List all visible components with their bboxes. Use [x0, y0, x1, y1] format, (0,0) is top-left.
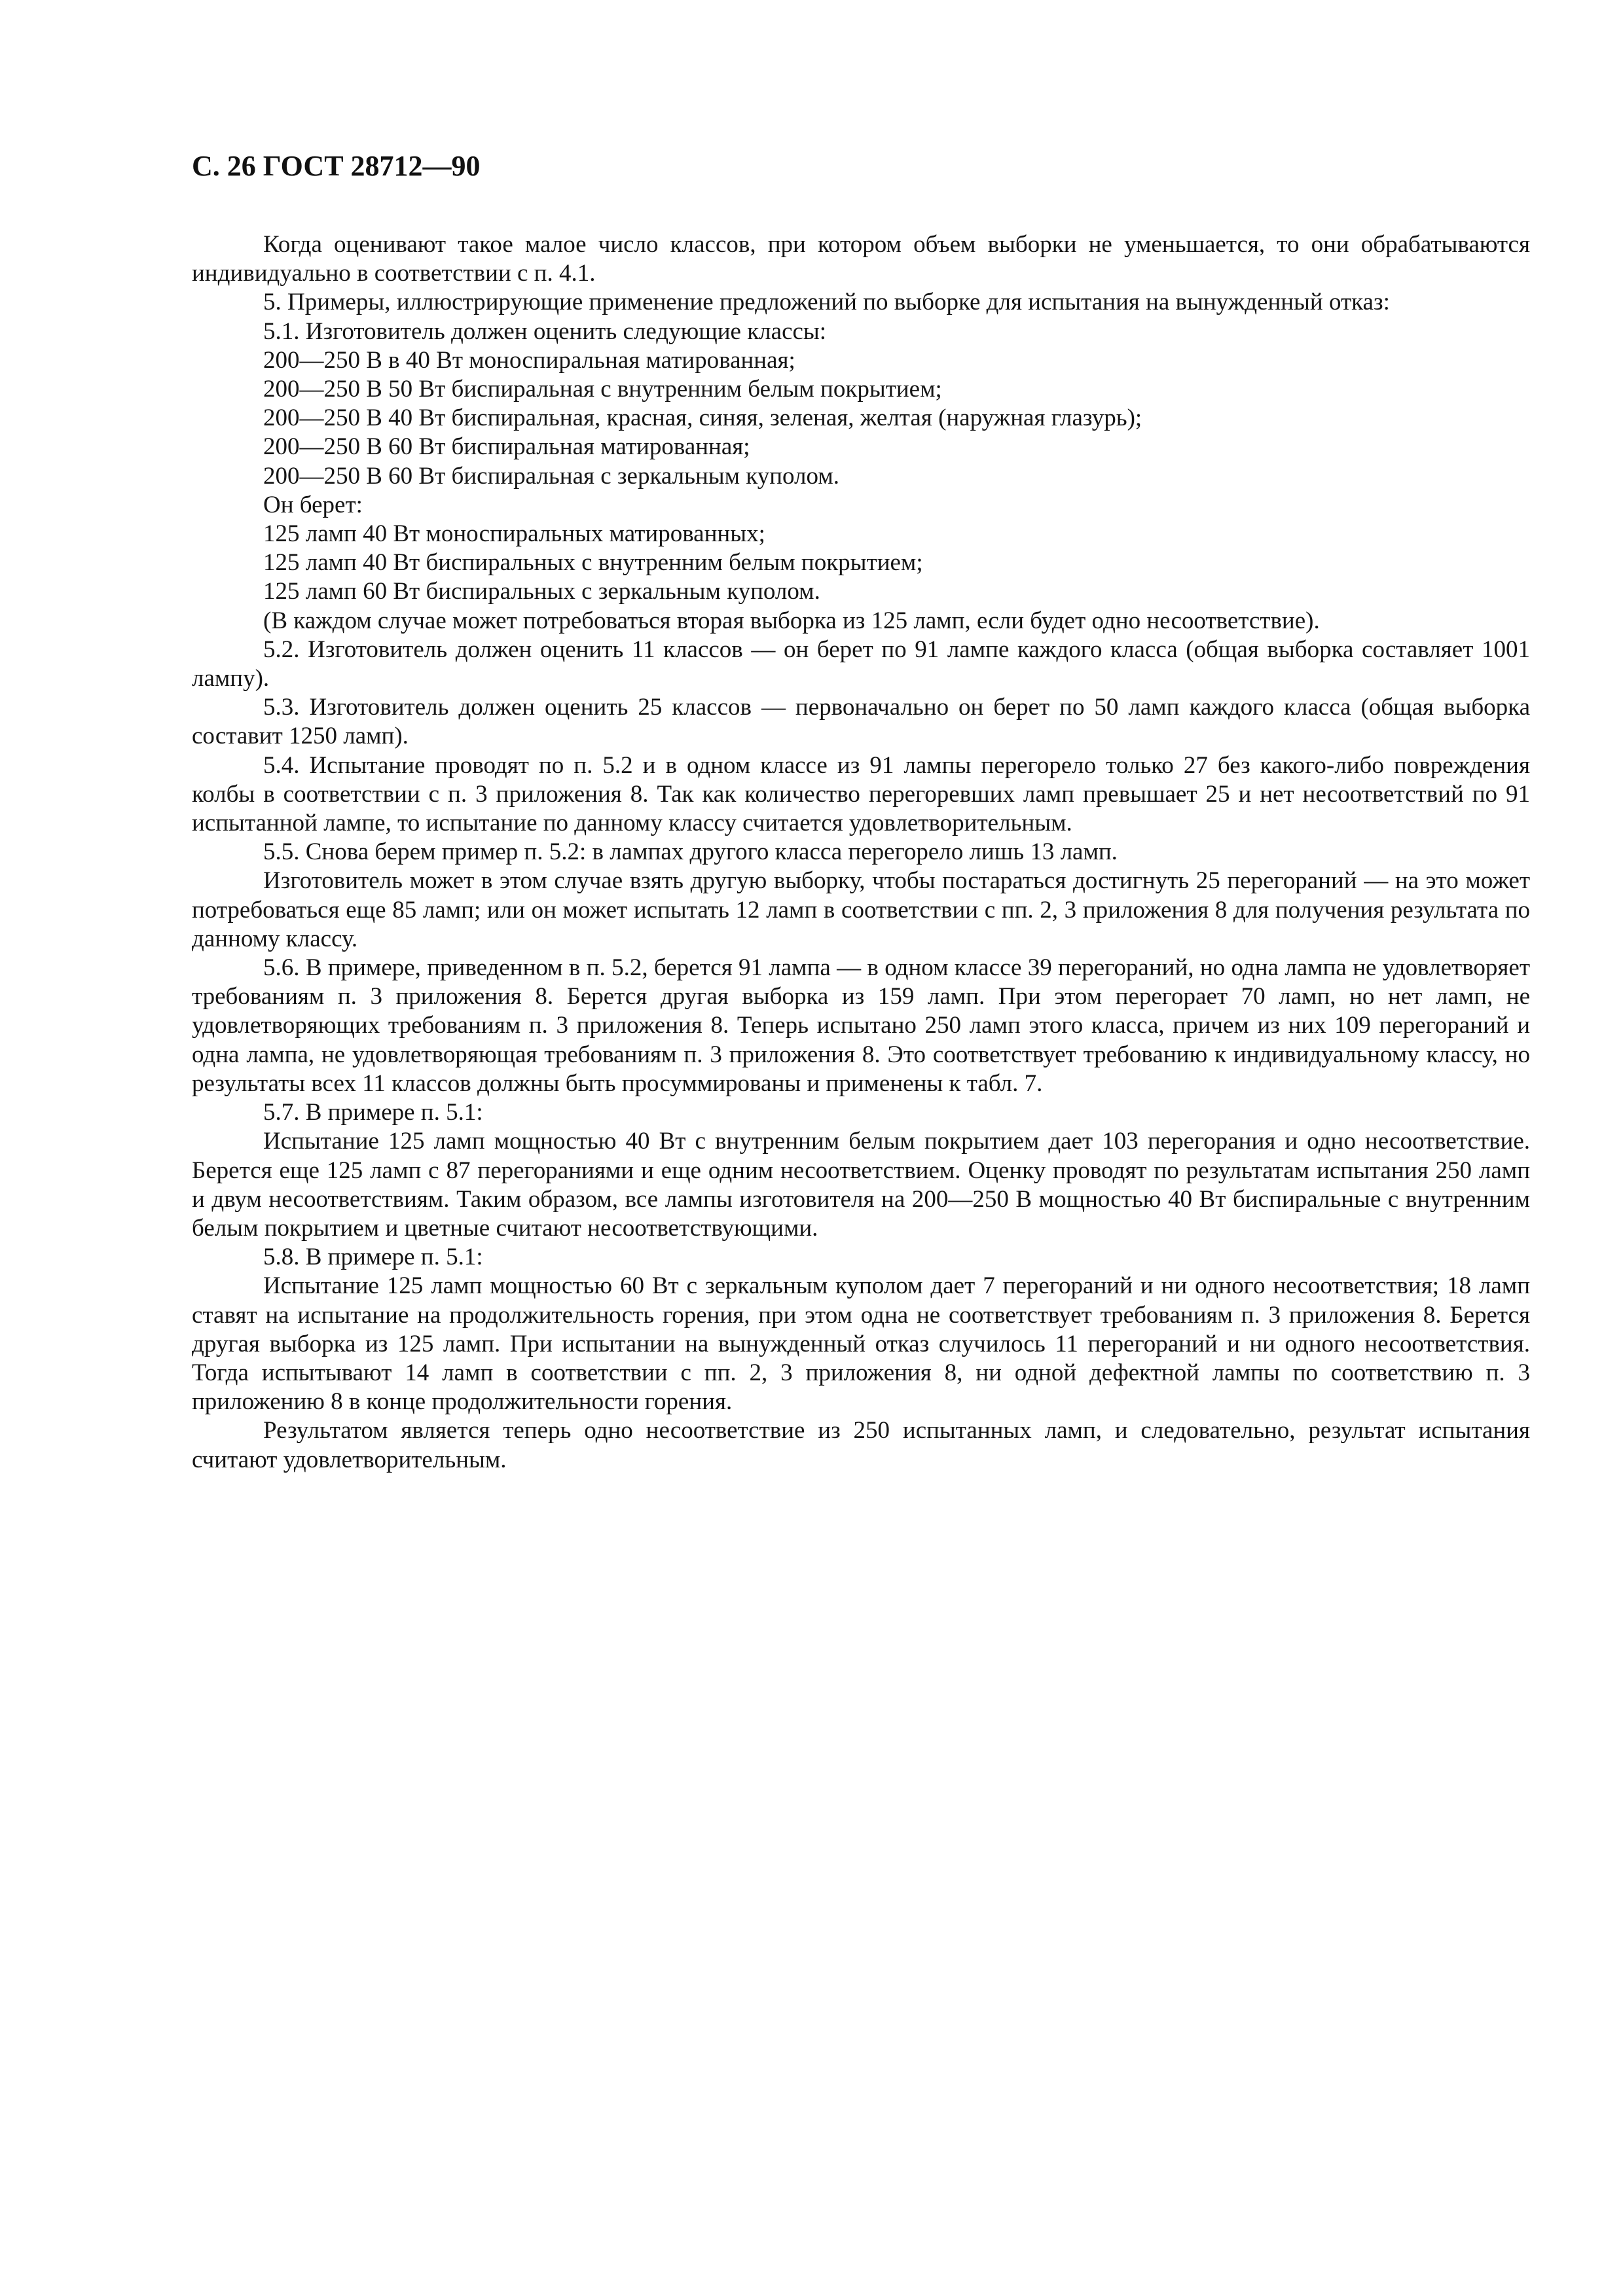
document-body	[192, 230, 1530, 1475]
list-line: 200—250 В 60 Вт биспиральная с зеркальным куполом.	[263, 462, 839, 490]
list-line: 5.8. В примере п. 5.1:	[263, 1244, 483, 1271]
paragraph: 5.6. В примере, приведенном в п. 5.2, берется 91 лампа — в одном классе 39 перегораний, но одна лампа не удовлетворяет требованиям п. 3 приложения 8. Берется другая выборка из 159 ламп. При этом перегорает 70 ламп, но нет ламп, не удовлетворяющих требованиям п. 3 приложения 8. Теперь испытано 250 ламп этого класса, причем из них 109 перегораний и одна лампа, не удовлетворяющая требованиям п. 3 приложения 8. Это соответствует требованию к индивидуальному классу, но результаты всех 11 классов должны быть просуммированы и применены к табл. 7.	[192, 954, 1530, 1097]
paragraph: Изготовитель может в этом случае взять другую выборку, чтобы постараться достигнуть 25 перегораний — на это может потребоваться еще 85 ламп; или он может испытать 12 ламп в соответствии с пп. 2, 3 приложения 8 для получения результата по данному классу.	[192, 867, 1530, 952]
paragraph: 5.5. Снова берем пример п. 5.2: в лампах другого класса перегорело лишь 13 ламп.	[263, 838, 1118, 866]
paragraph: 5. Примеры, иллюстрирующие применение предложений по выборке для испытания на вынужденный отказ:	[263, 289, 1390, 316]
paragraph: Испытание 125 ламп мощностью 40 Вт с внутренним белым покрытием дает 103 перегорания и одно несоответствие. Берется еще 125 ламп с 87 перегораниями и еще одним несоответствием. Оценку проводят по результатам испытания 250 ламп и двум несоответствиям. Таким образом, все лампы изготовителя на 200—250 В мощностью 40 Вт биспиральные с внутренним белым покрытием и цветные считают несоответствующими.	[192, 1128, 1530, 1242]
list-line: Он берет:	[263, 491, 363, 518]
paragraph: Результатом является теперь одно несоответствие из 250 испытанных ламп, и следовательно, результат испытания считают удовлетворительным.	[192, 1417, 1530, 1473]
list-line: 200—250 В 50 Вт биспиральная с внутренним белым покрытием;	[263, 376, 942, 403]
list-line: 5.7. В примере п. 5.1:	[263, 1099, 483, 1126]
list-line: 200—250 В 40 Вт биспиральная, красная, синяя, зеленая, желтая (наружная глазурь);	[263, 404, 1142, 432]
list-line: 200—250 В 60 Вт биспиральная матированная;	[263, 433, 750, 461]
paragraph: 5.4. Испытание проводят по п. 5.2 и в одном классе из 91 лампы перегорело только 27 без какого-либо повреждения колбы в соответствии с п. 3 приложения 8. Так как количество перегоревших ламп превышает 25 и нет несоответствий по 91 испытанной лампе, то испытание по данному классу считается удовлетворительным.	[192, 751, 1530, 837]
list-line: (В каждом случае может потребоваться вторая выборка из 125 ламп, если будет одно несоответствие).	[263, 607, 1320, 634]
paragraph: 5.2. Изготовитель должен оценить 11 классов — он берет по 91 лампе каждого класса (общая выборка составляет 1001 лампу).	[192, 636, 1530, 692]
page-header: С. 26 ГОСТ 28712—90	[192, 150, 481, 182]
list-line: 5.1. Изготовитель должен оценить следующие классы:	[263, 317, 827, 345]
list-line: 125 ламп 40 Вт моноспиральных матированных;	[263, 520, 765, 548]
paragraph: 5.3. Изготовитель должен оценить 25 классов — первоначально он берет по 50 ламп каждого класса (общая выборка составит 1250 ламп).	[192, 694, 1530, 750]
list-line: 125 ламп 60 Вт биспиральных с зеркальным куполом.	[263, 578, 820, 605]
paragraph: Когда оценивают такое малое число классов, при котором объем выборки не уменьшается, то они обрабатываются индивидуально в соответствии с п. 4.1.	[192, 231, 1530, 287]
list-line: 125 ламп 40 Вт биспиральных с внутренним белым покрытием;	[263, 549, 923, 577]
paragraph: Испытание 125 ламп мощностью 60 Вт с зеркальным куполом дает 7 перегораний и ни одного несоответствия; 18 ламп ставят на испытание на продолжительность горения, при этом одна не соответствует требованиям п. 3 приложения 8. Берется другая выборка из 125 ламп. При испытании на вынужденный отказ случилось 11 перегораний и ни одного несоответствия. Тогда испытывают 14 ламп в соответствии с пп. 2, 3 приложения 8, ни одной дефектной лампы по соответствию п. 3 приложению 8 в конце продолжительности горения.	[192, 1272, 1530, 1416]
list-line: 200—250 В в 40 Вт моноспиральная матированная;	[263, 346, 795, 374]
